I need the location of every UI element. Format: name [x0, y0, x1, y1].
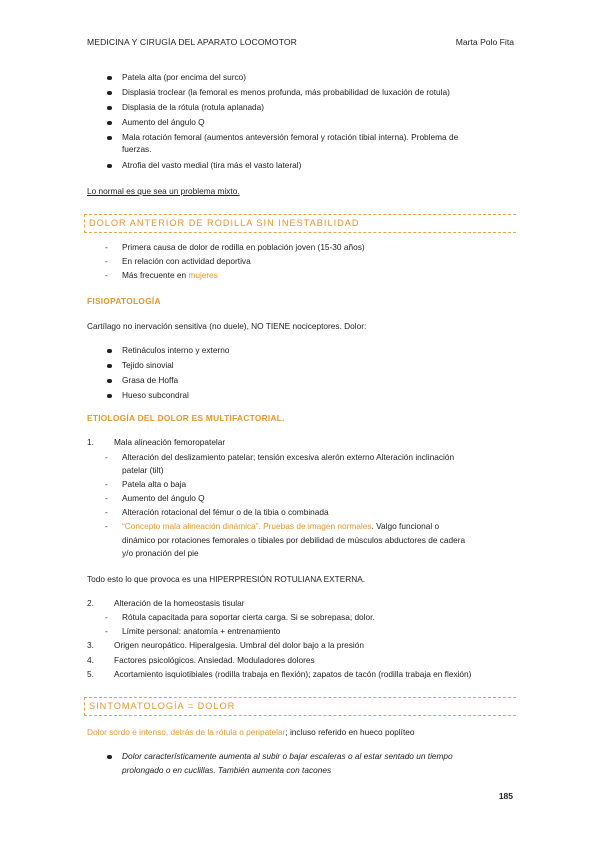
running-header-author: Marta Polo Fita — [455, 37, 514, 47]
list-item-continuation: fuerzas. — [122, 144, 152, 154]
item-number: 3. — [87, 640, 94, 650]
list-item: Tejido sinovial — [122, 360, 174, 370]
dash-item — [122, 521, 439, 532]
list-item: Grasa de Hoffa — [122, 375, 179, 385]
item-text: Origen neuropático. Hiperalgesia. Umbral del dolor bajo a la presión — [114, 640, 364, 650]
list-item: Hueso subcondral — [122, 390, 189, 400]
numbered-item — [87, 669, 472, 680]
numbered-item — [87, 598, 245, 609]
highlight-text: “Concepto mala alineación dinámica”. Pruebas de imagen normales — [122, 521, 372, 531]
item-text: Factores psicológicos. Ansiedad. Moduladores dolores — [114, 655, 315, 665]
dash-item: - Alteración rotacional del fémur o de la tibia o combinada — [122, 507, 329, 518]
paragraph-text: ; incluso referido en hueco poplíteo — [285, 727, 415, 737]
item-text: Alteración de la homeostasis tisular — [114, 598, 245, 608]
item-text: Acortamiento isquiotibiales (rodilla trabaja en flexión); zapatos de tacón (rodilla trabaja en flexión) — [114, 669, 472, 679]
section-heading: SINTOMATOLOGÍA = DOLOR — [89, 701, 236, 711]
item-number: 4. — [87, 655, 94, 665]
dash-item: - Patela alta o baja — [122, 479, 186, 490]
item-number: 5. — [87, 669, 94, 679]
list-item: Aumento del ángulo Q — [122, 117, 205, 127]
list-item: Displasia troclear (la femoral es menos profunda, más probabilidad de luxación de rotula) — [122, 87, 450, 97]
dash-item-text: Más frecuente en — [122, 270, 189, 280]
item-number: 1. — [87, 437, 94, 447]
dash-item-continuation: y/o pronación del pie — [122, 548, 199, 558]
dash-item — [122, 270, 218, 281]
dash-item-text: . Valgo funcional o — [371, 521, 440, 531]
dash-item-continuation: patelar (tilt) — [122, 465, 164, 475]
highlight-text: mujeres — [188, 270, 218, 280]
list-item: Dolor característicamente aumenta al subir o bajar escaleras o al estar sentado un tiempo — [122, 751, 453, 761]
dash-item: - Alteración del deslizamiento patelar; tensión excesiva alerón externo Alteración inclinación — [122, 452, 454, 463]
list-item: Mala rotación femoral (aumentos anteversión femoral y rotación tibial interna). Problema de — [122, 132, 459, 142]
dash-item: - Aumento del ángulo Q — [122, 493, 205, 504]
subsection-heading: FISIOPATOLOGÍA — [87, 296, 161, 306]
running-header-title: MEDICINA Y CIRUGÍA DEL APARATO LOCOMOTOR — [87, 37, 297, 47]
dash-item: - Rótula capacitada para soportar cierta carga. Si se sobrepasa; dolor. — [122, 612, 375, 623]
paragraph: Todo esto lo que provoca es una HIPERPRESIÓN ROTULIANA EXTERNA. — [87, 574, 366, 584]
section-heading-box — [84, 214, 516, 233]
dash-item-continuation: dinámico por rotaciones femorales o tibiales por debilidad de músculos abductores de cadera — [122, 535, 466, 545]
item-number: 2. — [87, 598, 94, 608]
list-item: Displasia de la rótula (rotula aplanada) — [122, 102, 265, 112]
subsection-heading: ETIOLOGÍA DEL DOLOR ES MULTIFACTORIAL. — [87, 413, 285, 423]
paragraph: Cartílago no inervación sensitiva (no duele), NO TIENE nociceptores. Dolor: — [87, 321, 367, 331]
item-text: Mala alineación femoropatelar — [114, 437, 226, 447]
numbered-item — [87, 640, 364, 651]
page-number: 185 — [498, 791, 513, 801]
section-heading-box — [84, 697, 516, 716]
paragraph — [87, 727, 414, 738]
dash-item: - En relación con actividad deportiva — [122, 256, 251, 267]
highlight-text: Dolor sordo e intenso, detrás de la rótula o peripatelar — [87, 727, 286, 737]
dash-item: - Primera causa de dolor de rodilla en población joven (15-30 años) — [122, 242, 365, 253]
numbered-item — [87, 437, 226, 448]
dash-item: - Límite personal: anatomía + entrenamiento — [122, 626, 280, 637]
list-item: Patela alta (por encima del surco) — [122, 72, 247, 82]
list-item: Atrofia del vasto medial (tira más el vasto lateral) — [122, 160, 302, 170]
list-item-continuation: prolongado o en cuclillas. También aumenta con tacones — [122, 765, 332, 775]
list-item: Retináculos interno y externo — [122, 345, 230, 355]
section-heading: DOLOR ANTERIOR DE RODILLA SIN INESTABILIDAD — [89, 218, 360, 228]
numbered-item — [87, 655, 315, 666]
mixed-problem-note: Lo normal es que sea un problema mixto. — [87, 186, 240, 196]
